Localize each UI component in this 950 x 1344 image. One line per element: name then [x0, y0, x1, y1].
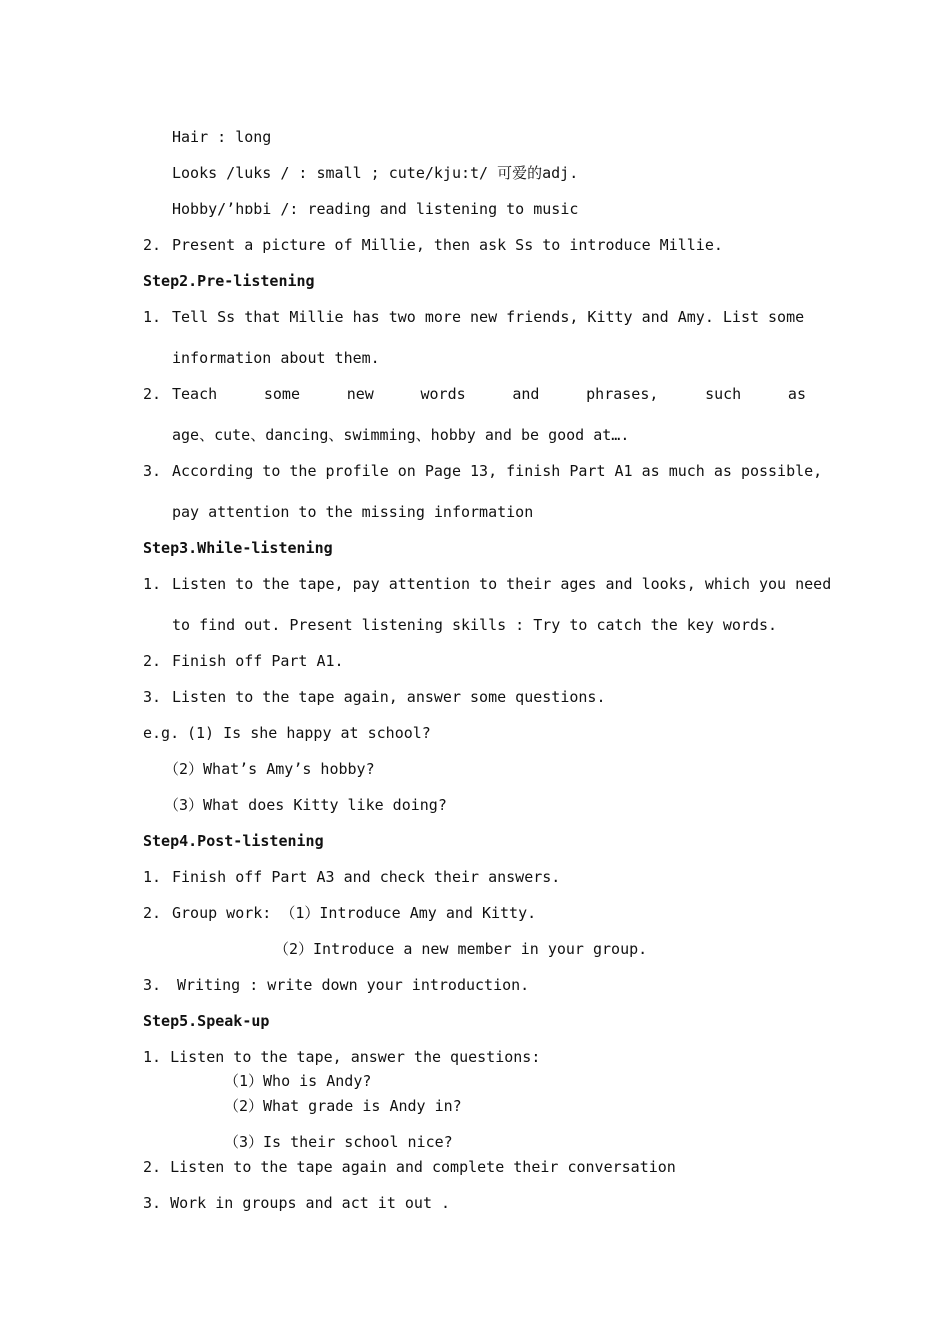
step5-question-2: （2）What grade is Andy in? — [224, 1097, 462, 1115]
list-number: 1. — [143, 868, 162, 886]
list-number: 1. — [143, 575, 162, 593]
step2-heading: Step2.Pre-listening — [143, 272, 315, 290]
step3-question-2: （2）What’s Amy’s hobby? — [164, 760, 375, 778]
step3-item2: Finish off Part A1. — [172, 652, 344, 670]
step4-heading: Step4.Post-listening — [143, 832, 324, 850]
list-number: 3. — [143, 462, 162, 480]
step5-question-1: （1）Who is Andy? — [224, 1072, 372, 1090]
hobby-line: Hobby/’hɒbi /: reading and listening to music — [172, 200, 579, 218]
word: as — [787, 385, 806, 403]
list-number: 2. — [143, 385, 162, 403]
step3-heading: Step3.While-listening — [143, 539, 333, 557]
step5-item2: 2. Listen to the tape again and complete their conversation — [143, 1158, 676, 1176]
step5-item3: 3. Work in groups and act it out . — [143, 1194, 451, 1212]
step2-item2-line1 — [172, 385, 806, 403]
word: Teach — [172, 385, 218, 403]
step4-item3: Writing : write down your introduction. — [177, 976, 530, 994]
step3-item1-line1: Listen to the tape, pay attention to their ages and looks, which you need — [172, 575, 832, 593]
word: and — [512, 385, 540, 403]
list-number: 3. — [143, 976, 162, 994]
list-number: 2. — [143, 652, 162, 670]
step2-item3-line1: According to the profile on Page 13, finish Part A1 as much as possible, — [172, 462, 823, 480]
step4-item2-line1: Group work: （1）Introduce Amy and Kitty. — [172, 904, 537, 922]
step5-item1: 1. Listen to the tape, answer the questions: — [143, 1048, 541, 1066]
step5-heading: Step5.Speak-up — [143, 1012, 270, 1030]
list-number: 2. — [143, 904, 162, 922]
word: such — [705, 385, 742, 403]
looks-line: Looks /luks / : small ; cute/kju:t/ 可爱的adj. — [172, 164, 579, 182]
list-number: 1. — [143, 308, 162, 326]
step3-item3: Listen to the tape again, answer some questions. — [172, 688, 606, 706]
step3-item1-line2: to find out. Present listening skills : Try to catch the key words. — [172, 616, 778, 634]
hair-line: Hair : long — [172, 128, 272, 146]
eg-label: e.g. — [143, 724, 180, 742]
step4-item1: Finish off Part A3 and check their answers. — [172, 868, 561, 886]
list-number: 2. — [143, 236, 162, 254]
step3-question-3: （3）What does Kitty like doing? — [164, 796, 447, 814]
step3-question-1: (1) Is she happy at school? — [187, 724, 431, 742]
word: some — [263, 385, 300, 403]
word: words — [420, 385, 466, 403]
step2-item2-line2: age、cute、dancing、swimming、hobby and be good at…. — [172, 426, 630, 444]
step5-question-3: （3）Is their school nice? — [224, 1133, 453, 1151]
step2-item1-line1: Tell Ss that Millie has two more new friends, Kitty and Amy. List some — [172, 308, 805, 326]
list-number: 3. — [143, 688, 162, 706]
word: new — [346, 385, 374, 403]
step2-item1-line2: information about them. — [172, 349, 380, 367]
present-picture-line: Present a picture of Millie, then ask Ss to introduce Millie. — [172, 236, 723, 254]
step4-item2-line2: （2）Introduce a new member in your group. — [274, 940, 648, 958]
step2-item3-line2: pay attention to the missing information — [172, 503, 534, 521]
word: phrases, — [586, 385, 659, 403]
